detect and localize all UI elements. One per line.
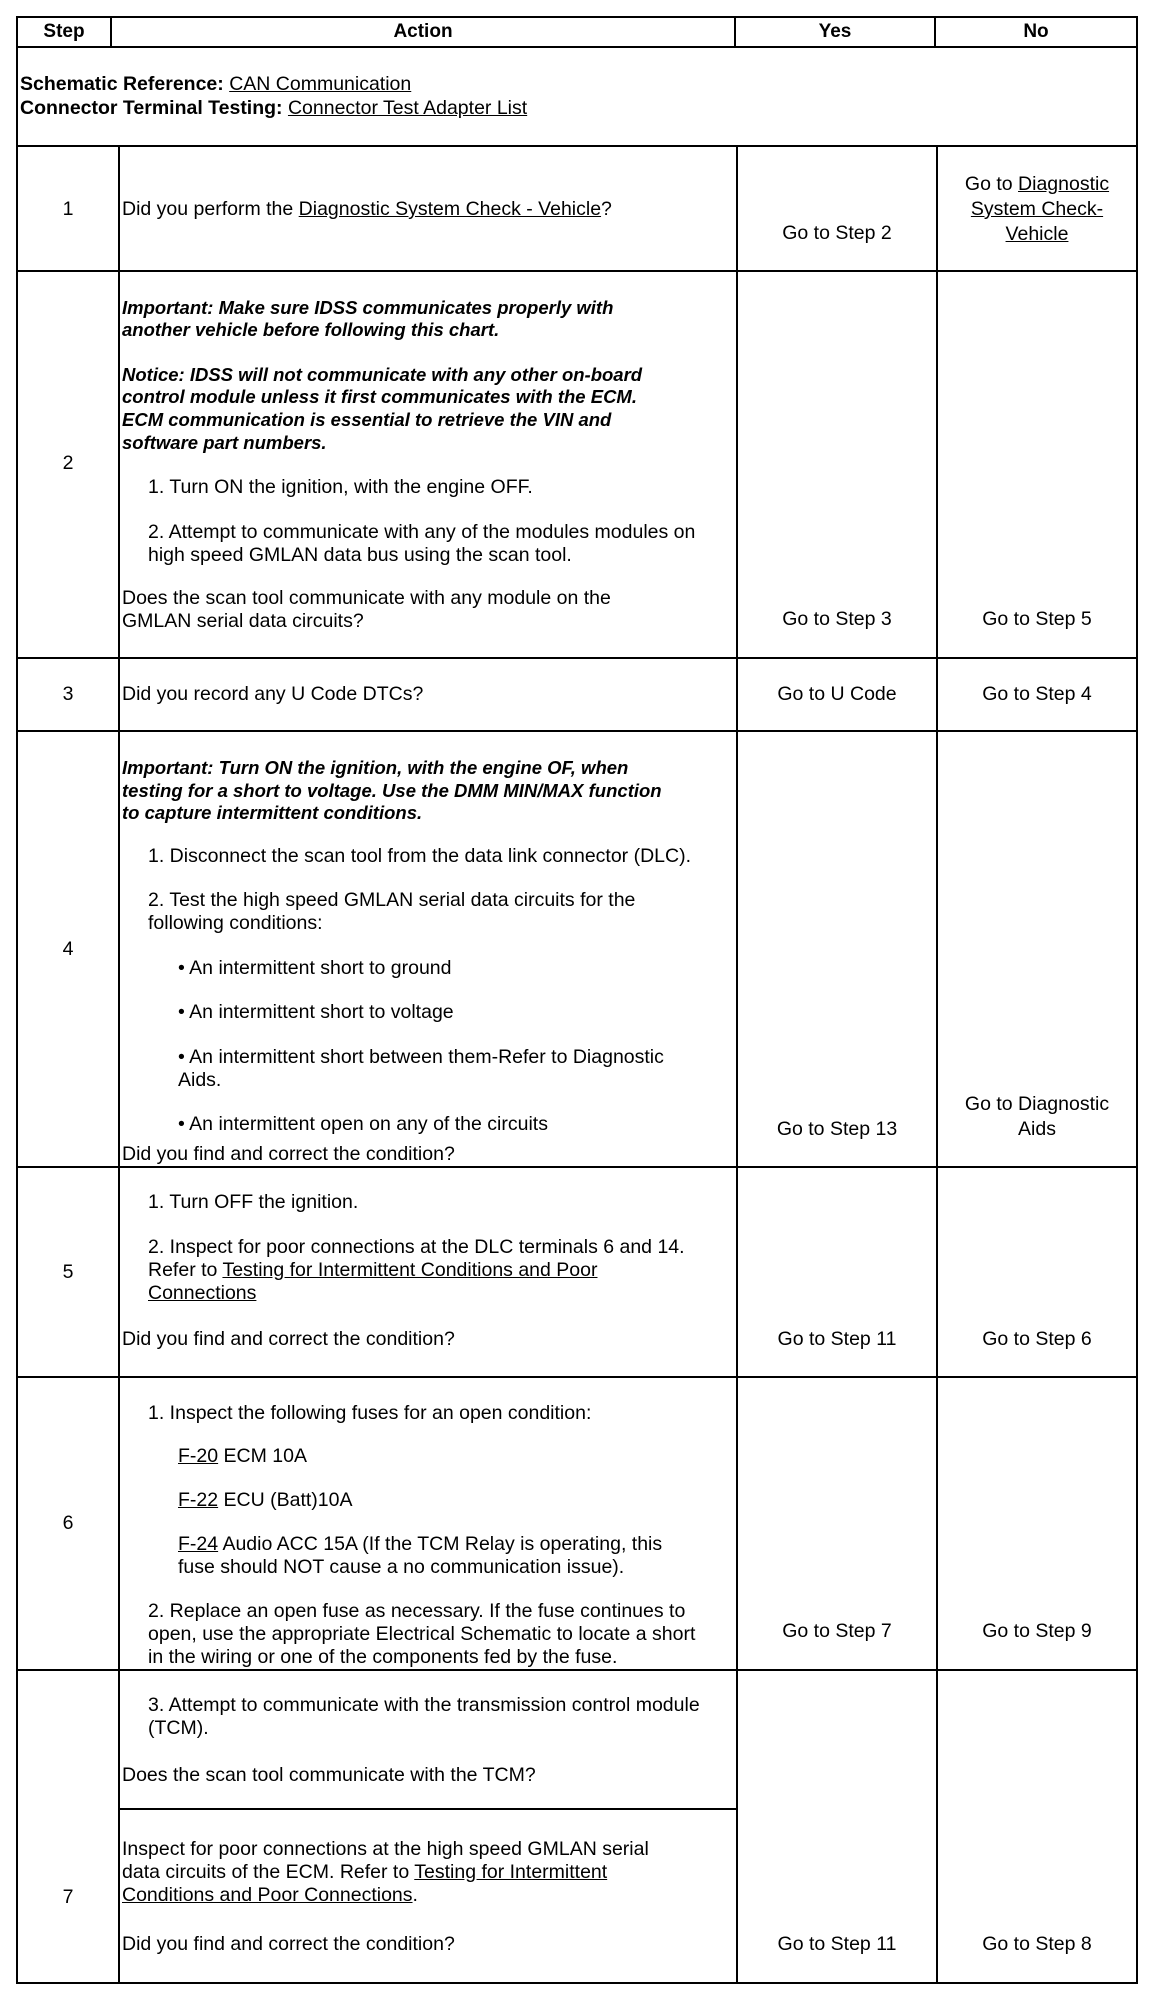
header-step: Step — [43, 21, 85, 42]
step-number: 3 — [62, 683, 74, 705]
no-action-link-line[interactable]: System Check- — [970, 198, 1104, 220]
important-note: another vehicle before following this chart. — [122, 319, 500, 340]
important-note: Important: Make sure IDSS communicates properly with — [122, 297, 614, 318]
no-action: Aids — [1018, 1118, 1056, 1140]
col-divider — [736, 145, 738, 1984]
connector-terminal-testing-label: Connector Terminal Testing: — [20, 97, 283, 119]
row-divider — [16, 145, 1138, 147]
notice-note: software part numbers. — [122, 432, 327, 453]
important-note: testing for a short to voltage. Use the DMM MIN/MAX function — [122, 780, 662, 801]
col-divider — [118, 145, 120, 1984]
fuse-item: F-24 Audio ACC 15A (If the TCM Relay is operating, this — [178, 1533, 663, 1555]
no-action: Go to Step 5 — [982, 608, 1092, 630]
connector-test-adapter-list-link[interactable]: Connector Test Adapter List — [287, 97, 528, 119]
step-question: GMLAN serial data circuits? — [122, 610, 364, 632]
border-right — [1136, 16, 1138, 1984]
border-bottom — [16, 1982, 1138, 1984]
step-question: Does the scan tool communicate with any module on the — [122, 587, 611, 609]
important-note: to capture intermittent conditions. — [122, 802, 423, 823]
no-action: Go to Diagnostic — [964, 173, 1110, 195]
header-no: No — [1023, 21, 1049, 42]
no-action: Go to Diagnostic — [964, 1093, 1110, 1115]
yes-action: Go to Step 11 — [777, 1328, 897, 1350]
header-action: Action — [393, 21, 453, 42]
testing-intermittent-link[interactable]: Testing for Intermittent — [414, 1861, 608, 1883]
inspect-instruction: Inspect for poor connections at the high speed GMLAN serial — [122, 1838, 649, 1860]
yes-action: Go to Step 11 — [777, 1933, 897, 1955]
fuse-f22-link[interactable]: F-22 — [178, 1489, 219, 1511]
instruction-step: 2. Attempt to communicate with any of the modules modules on — [148, 521, 696, 543]
sub-row-divider — [118, 1808, 738, 1810]
instruction-step: high speed GMLAN data bus using the scan tool. — [148, 544, 572, 566]
condition-bullet: • An intermittent short between them-Refer to Diagnostic — [178, 1046, 664, 1068]
fuse-item: F-20 ECM 10A — [178, 1445, 307, 1467]
step-number: 2 — [62, 452, 74, 474]
inspect-instruction: data circuits of the ECM. Refer to Testing for Intermittent — [122, 1861, 608, 1883]
notice-note: control module unless it first communicates with the ECM. — [122, 386, 637, 407]
instruction-step: 1. Inspect the following fuses for an open condition: — [148, 1402, 592, 1424]
border-left — [16, 16, 18, 1984]
instruction-step: (TCM). — [148, 1717, 209, 1739]
step-question: Did you record any U Code DTCs? — [122, 683, 424, 705]
step-number: 5 — [62, 1261, 74, 1283]
step-1-question: Did you perform the Diagnostic System Check - Vehicle? — [122, 198, 612, 220]
instruction-step: 1. Disconnect the scan tool from the data link connector (DLC). — [148, 845, 692, 867]
instruction-step: Refer to Testing for Intermittent Conditions and Poor — [148, 1259, 598, 1281]
row-divider — [16, 730, 1138, 732]
no-action: Go to Step 4 — [982, 683, 1092, 705]
diagnostic-system-check-link[interactable]: Diagnostic System Check - Vehicle — [298, 198, 602, 220]
step-question: Did you find and correct the condition? — [122, 1143, 455, 1165]
row-divider — [16, 657, 1138, 659]
border-top — [16, 16, 1138, 18]
instruction-step: in the wiring or one of the components fed by the fuse. — [148, 1646, 618, 1668]
row-divider — [16, 1166, 1138, 1168]
instruction-step: 1. Turn OFF the ignition. — [148, 1191, 359, 1213]
header-divider — [16, 46, 1138, 48]
yes-action: Go to U Code — [777, 683, 897, 705]
connector-terminal-testing — [20, 97, 527, 120]
can-communication-link[interactable]: CAN Communication — [229, 73, 412, 95]
testing-intermittent-conditions-link[interactable]: Testing for Intermittent Conditions and Poor — [222, 1259, 598, 1281]
condition-bullet: • An intermittent short to voltage — [178, 1001, 454, 1023]
inspect-instruction: Conditions and Poor Connections. — [122, 1884, 418, 1906]
instruction-step: 3. Attempt to communicate with the transmission control module — [148, 1694, 700, 1716]
condition-bullet: Aids. — [178, 1069, 222, 1091]
instruction-step: 2. Inspect for poor connections at the DLC terminals 6 and 14. — [148, 1236, 685, 1258]
diagnostic-system-check-vehicle-link[interactable]: Diagnostic — [1018, 173, 1110, 195]
important-note: Important: Turn ON the ignition, with the engine OF, when — [122, 757, 629, 778]
condition-bullet: • An intermittent short to ground — [178, 957, 452, 979]
step-question: Did you find and correct the condition? — [122, 1933, 455, 1955]
schematic-reference — [20, 73, 411, 96]
fuse-item: F-22 ECU (Batt)10A — [178, 1489, 353, 1511]
notice-note: Notice: IDSS will not communicate with any other on-board — [122, 364, 643, 385]
fuse-f20-link[interactable]: F-20 — [178, 1445, 219, 1467]
row-divider — [16, 1376, 1138, 1378]
step-number: 4 — [62, 938, 74, 960]
instruction-step: 1. Turn ON the ignition, with the engine OFF. — [148, 476, 533, 498]
no-action: Go to Step 9 — [982, 1620, 1092, 1642]
schematic-reference-label: Schematic Reference: — [20, 73, 224, 95]
yes-action: Go to Step 13 — [776, 1118, 898, 1140]
step-number: 1 — [62, 198, 74, 220]
step-number: 6 — [62, 1512, 74, 1534]
no-action: Go to Step 6 — [982, 1328, 1092, 1350]
conditions-poor-connections-link[interactable]: Conditions and Poor Connections — [122, 1884, 413, 1906]
instruction-step: following conditions: — [148, 912, 323, 934]
step-number: 7 — [62, 1886, 74, 1908]
yes-action: Go to Step 7 — [782, 1620, 892, 1642]
row-divider — [16, 270, 1138, 272]
no-action-link-line[interactable]: Vehicle — [1005, 223, 1069, 245]
fuse-item: fuse should NOT cause a no communication issue). — [178, 1556, 625, 1578]
col-divider — [936, 145, 938, 1984]
step-question: Does the scan tool communicate with the TCM? — [122, 1764, 536, 1786]
yes-action: Go to Step 3 — [782, 608, 892, 630]
row-divider — [16, 1669, 1138, 1671]
yes-action: Go to Step 2 — [782, 222, 892, 244]
header-yes: Yes — [818, 21, 852, 42]
condition-bullet: • An intermittent open on any of the circuits — [178, 1113, 548, 1135]
instruction-step: open, use the appropriate Electrical Schematic to locate a short — [148, 1623, 696, 1645]
testing-intermittent-conditions-link[interactable]: Connections — [148, 1282, 257, 1304]
fuse-f24-link[interactable]: F-24 — [178, 1533, 219, 1555]
step-question: Did you find and correct the condition? — [122, 1328, 455, 1350]
instruction-step: 2. Replace an open fuse as necessary. If the fuse continues to — [148, 1600, 686, 1622]
notice-note: ECM communication is essential to retrieve the VIN and — [122, 409, 612, 430]
no-action: Go to Step 8 — [982, 1933, 1092, 1955]
instruction-step: 2. Test the high speed GMLAN serial data circuits for the — [148, 889, 636, 911]
